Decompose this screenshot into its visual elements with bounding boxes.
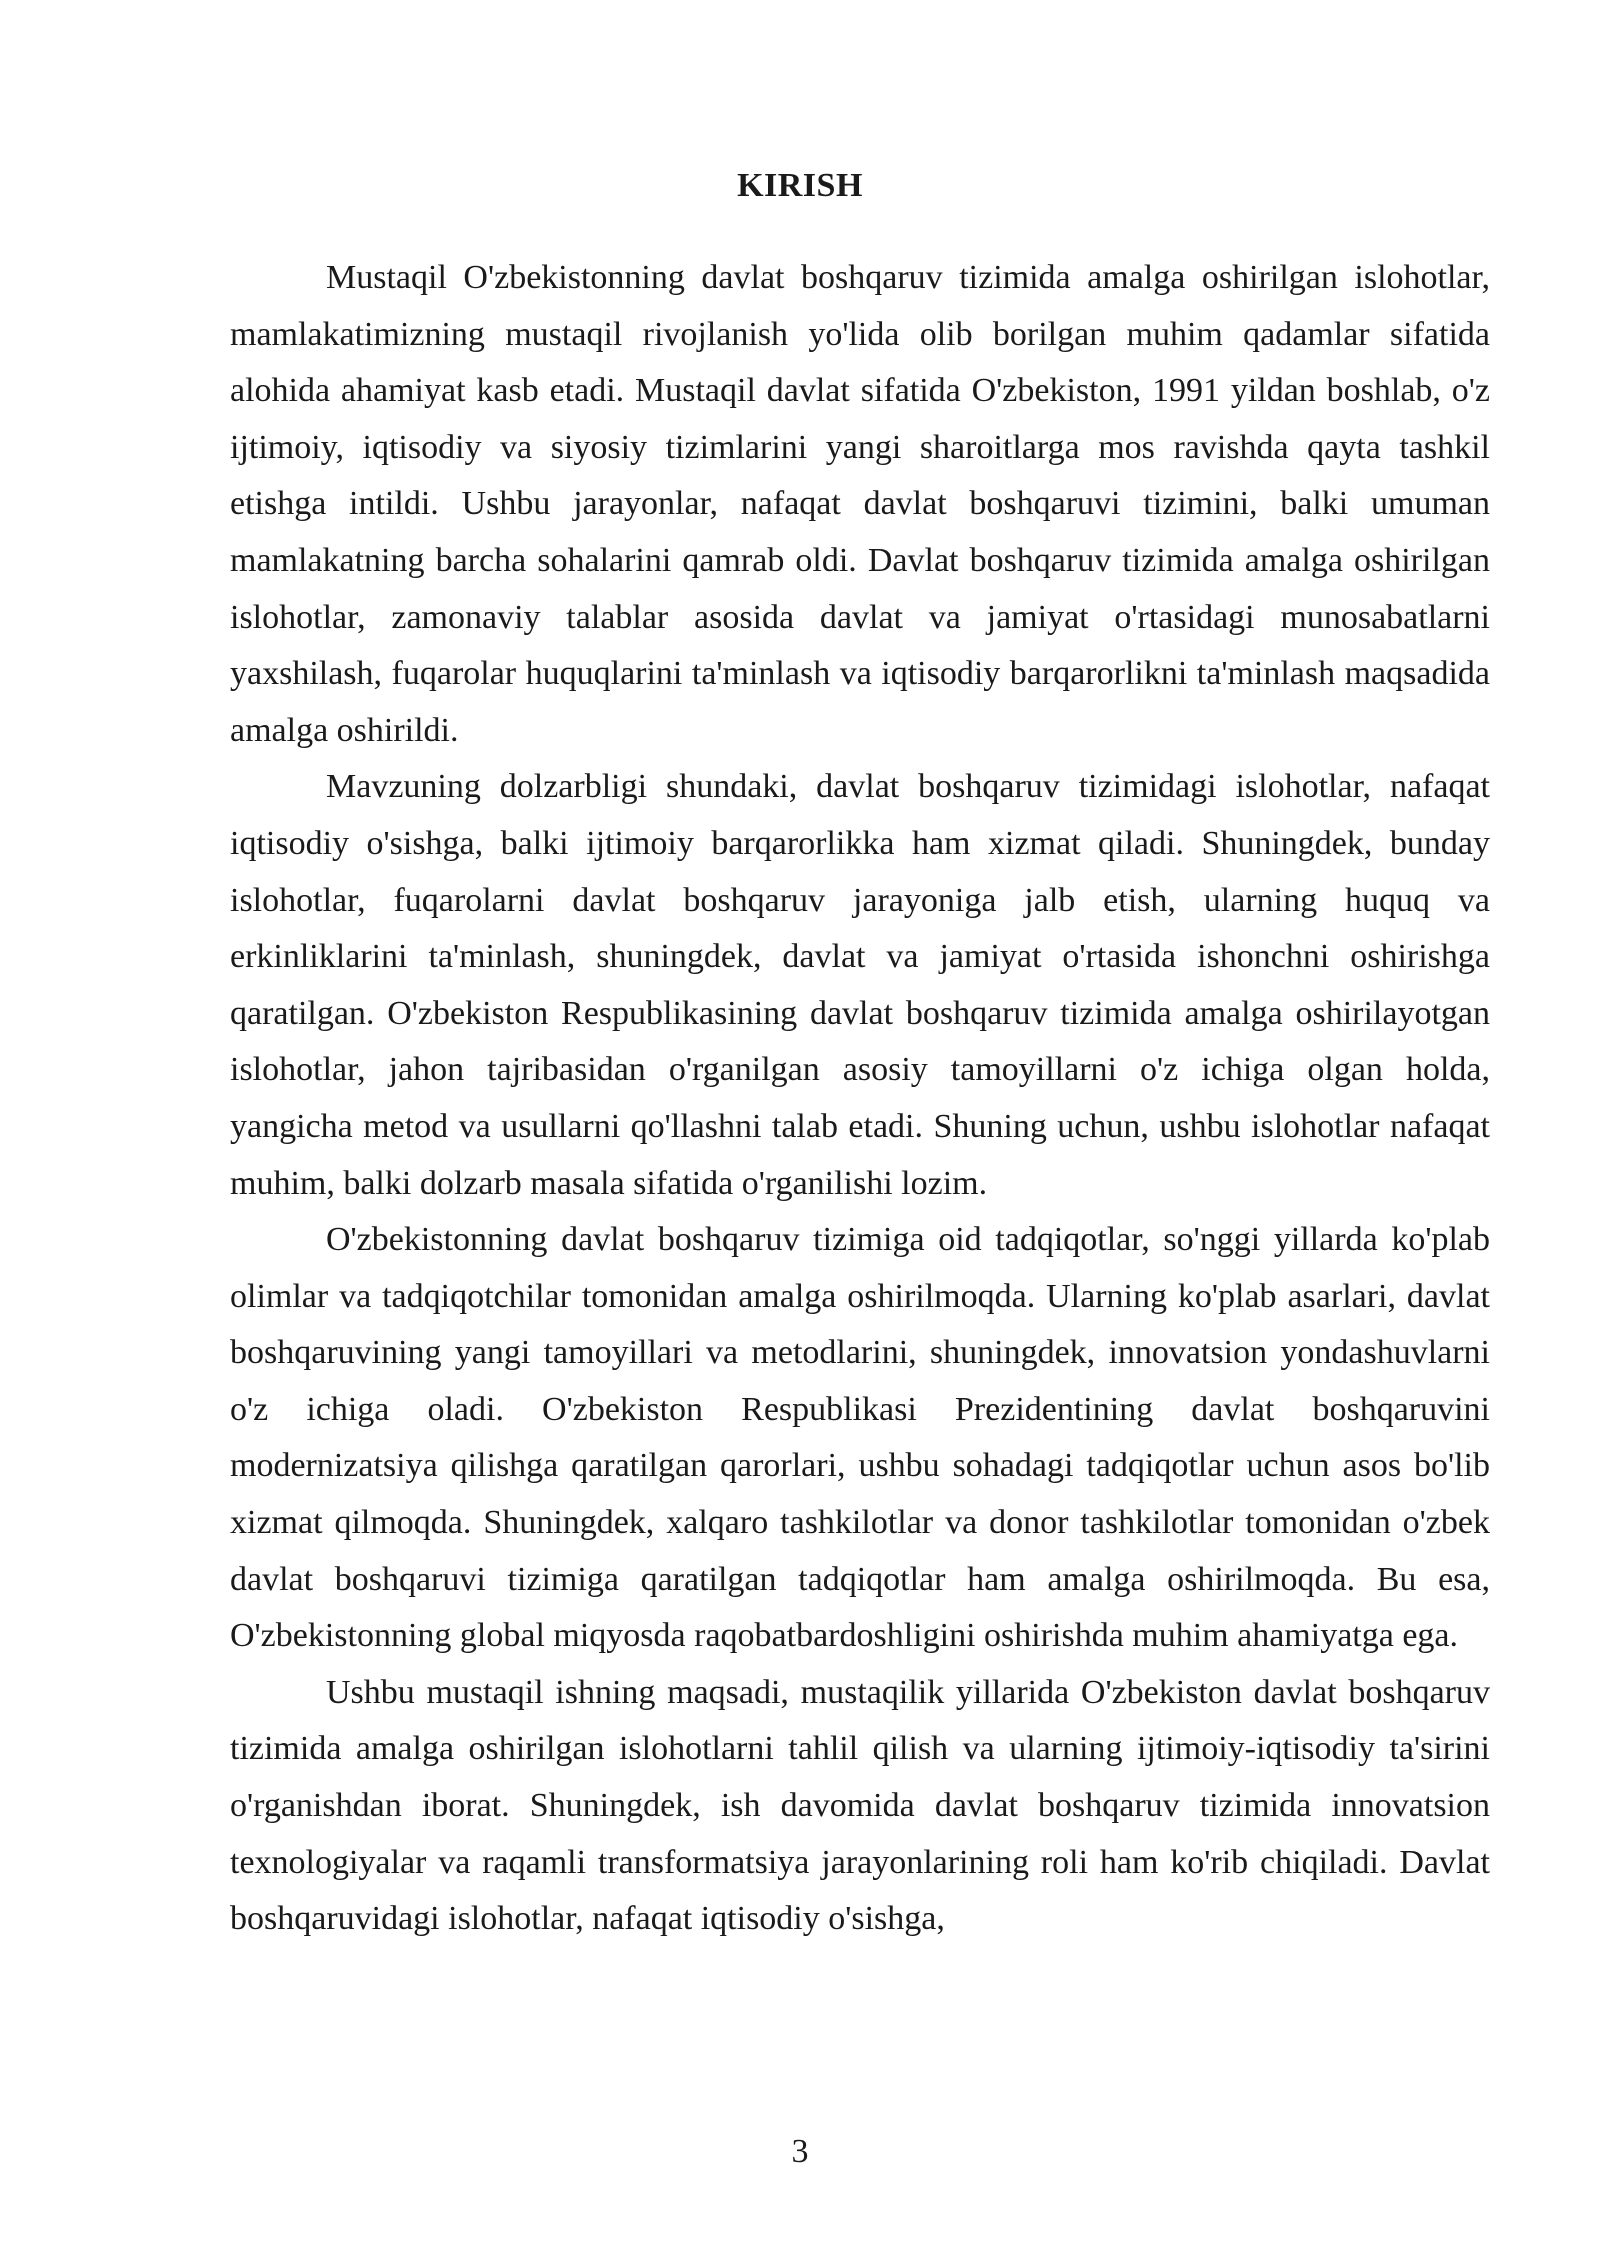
paragraph-3: O'zbekistonning davlat boshqaruv tizimiga oid tadqiqotlar, so'nggi yillarda ko'plab olimlar va tadqiqotchilar tomonidan amalga oshirilmoqda. Ularning ko'plab asarlari, davlat boshqaruvining yangi tamoyillari va metodlarini, shuningdek, innovatsion yondashuvlarni o'z ichiga oladi. O'zbekiston Respublikasi Prezidentining davlat boshqaruvini modernizatsiya qilishga qaratilgan qarorlari, ushbu sohadagi tadqiqotlar uchun asos bo'lib xizmat qilmoqda. Shuningdek, xalqaro tashkilotlar va donor tashkilotlar tomonidan o'zbek davlat boshqaruvi tizimiga qaratilgan tadqiqotlar ham amalga oshirilmoqda. Bu esa, O'zbekistonning global miqyosda raqobatbardoshligini oshirishda muhim ahamiyatga ega.	[230, 1221, 1490, 1655]
body-text	[230, 250, 1490, 1948]
paragraph-2: Mavzuning dolzarbligi shundaki, davlat boshqaruv tizimidagi islohotlar, nafaqat iqtisodiy o'sishga, balki ijtimoiy barqarorlikka ham xizmat qiladi. Shuningdek, bunday islohotlar, fuqarolarni davlat boshqaruv jarayoniga jalb etish, ularning huquq va erkinliklarini ta'minlash, shuningdek, davlat va jamiyat o'rtasida ishonchni oshirishga qaratilgan. O'zbekiston Respublikasining davlat boshqaruv tizimida amalga oshirilayotgan islohotlar, jahon tajribasidan o'rganilgan asosiy tamoyillarni o'z ichiga olgan holda, yangicha metod va usullarni qo'llashni talab etadi. Shuning uchun, ushbu islohotlar nafaqat muhim, balki dolzarb masala sifatida o'rganilishi lozim.	[230, 768, 1490, 1202]
paragraph-1: Mustaqil O'zbekistonning davlat boshqaruv tizimida amalga oshirilgan islohotlar, mamlakatimizning mustaqil rivojlanish yo'lida olib borilgan muhim qadamlar sifatida alohida ahamiyat kasb etadi. Mustaqil davlat sifatida O'zbekiston, 1991 yildan boshlab, o'z ijtimoiy, iqtisodiy va siyosiy tizimlarini yangi sharoitlarga mos ravishda qayta tashkil etishga intildi. Ushbu jarayonlar, nafaqat davlat boshqaruvi tizimini, balki umuman mamlakatning barcha sohalarini qamrab oldi. Davlat boshqaruv tizimida amalga oshirilgan islohotlar, zamonaviy talablar asosida davlat va jamiyat o'rtasidagi munosabatlarni yaxshilash, fuqarolar huquqlarini ta'minlash va iqtisodiy barqarorlikni ta'minlash maqsadida amalga oshirildi.	[230, 259, 1490, 749]
page-number: 3	[791, 2133, 809, 2170]
section-title: KIRISH	[737, 167, 863, 204]
paragraph-4: Ushbu mustaqil ishning maqsadi, mustaqilik yillarida O'zbekiston davlat boshqaruv tizimida amalga oshirilgan islohotlarni tahlil qilish va ularning ijtimoiy-iqtisodiy ta'sirini o'rganishdan iborat. Shuningdek, ish davomida davlat boshqaruv tizimida innovatsion texnologiyalar va raqamli transformatsiya jarayonlarining roli ham ko'rib chiqiladi. Davlat boshqaruvidagi islohotlar, nafaqat iqtisodiy o'sishga,	[230, 1673, 1490, 1938]
